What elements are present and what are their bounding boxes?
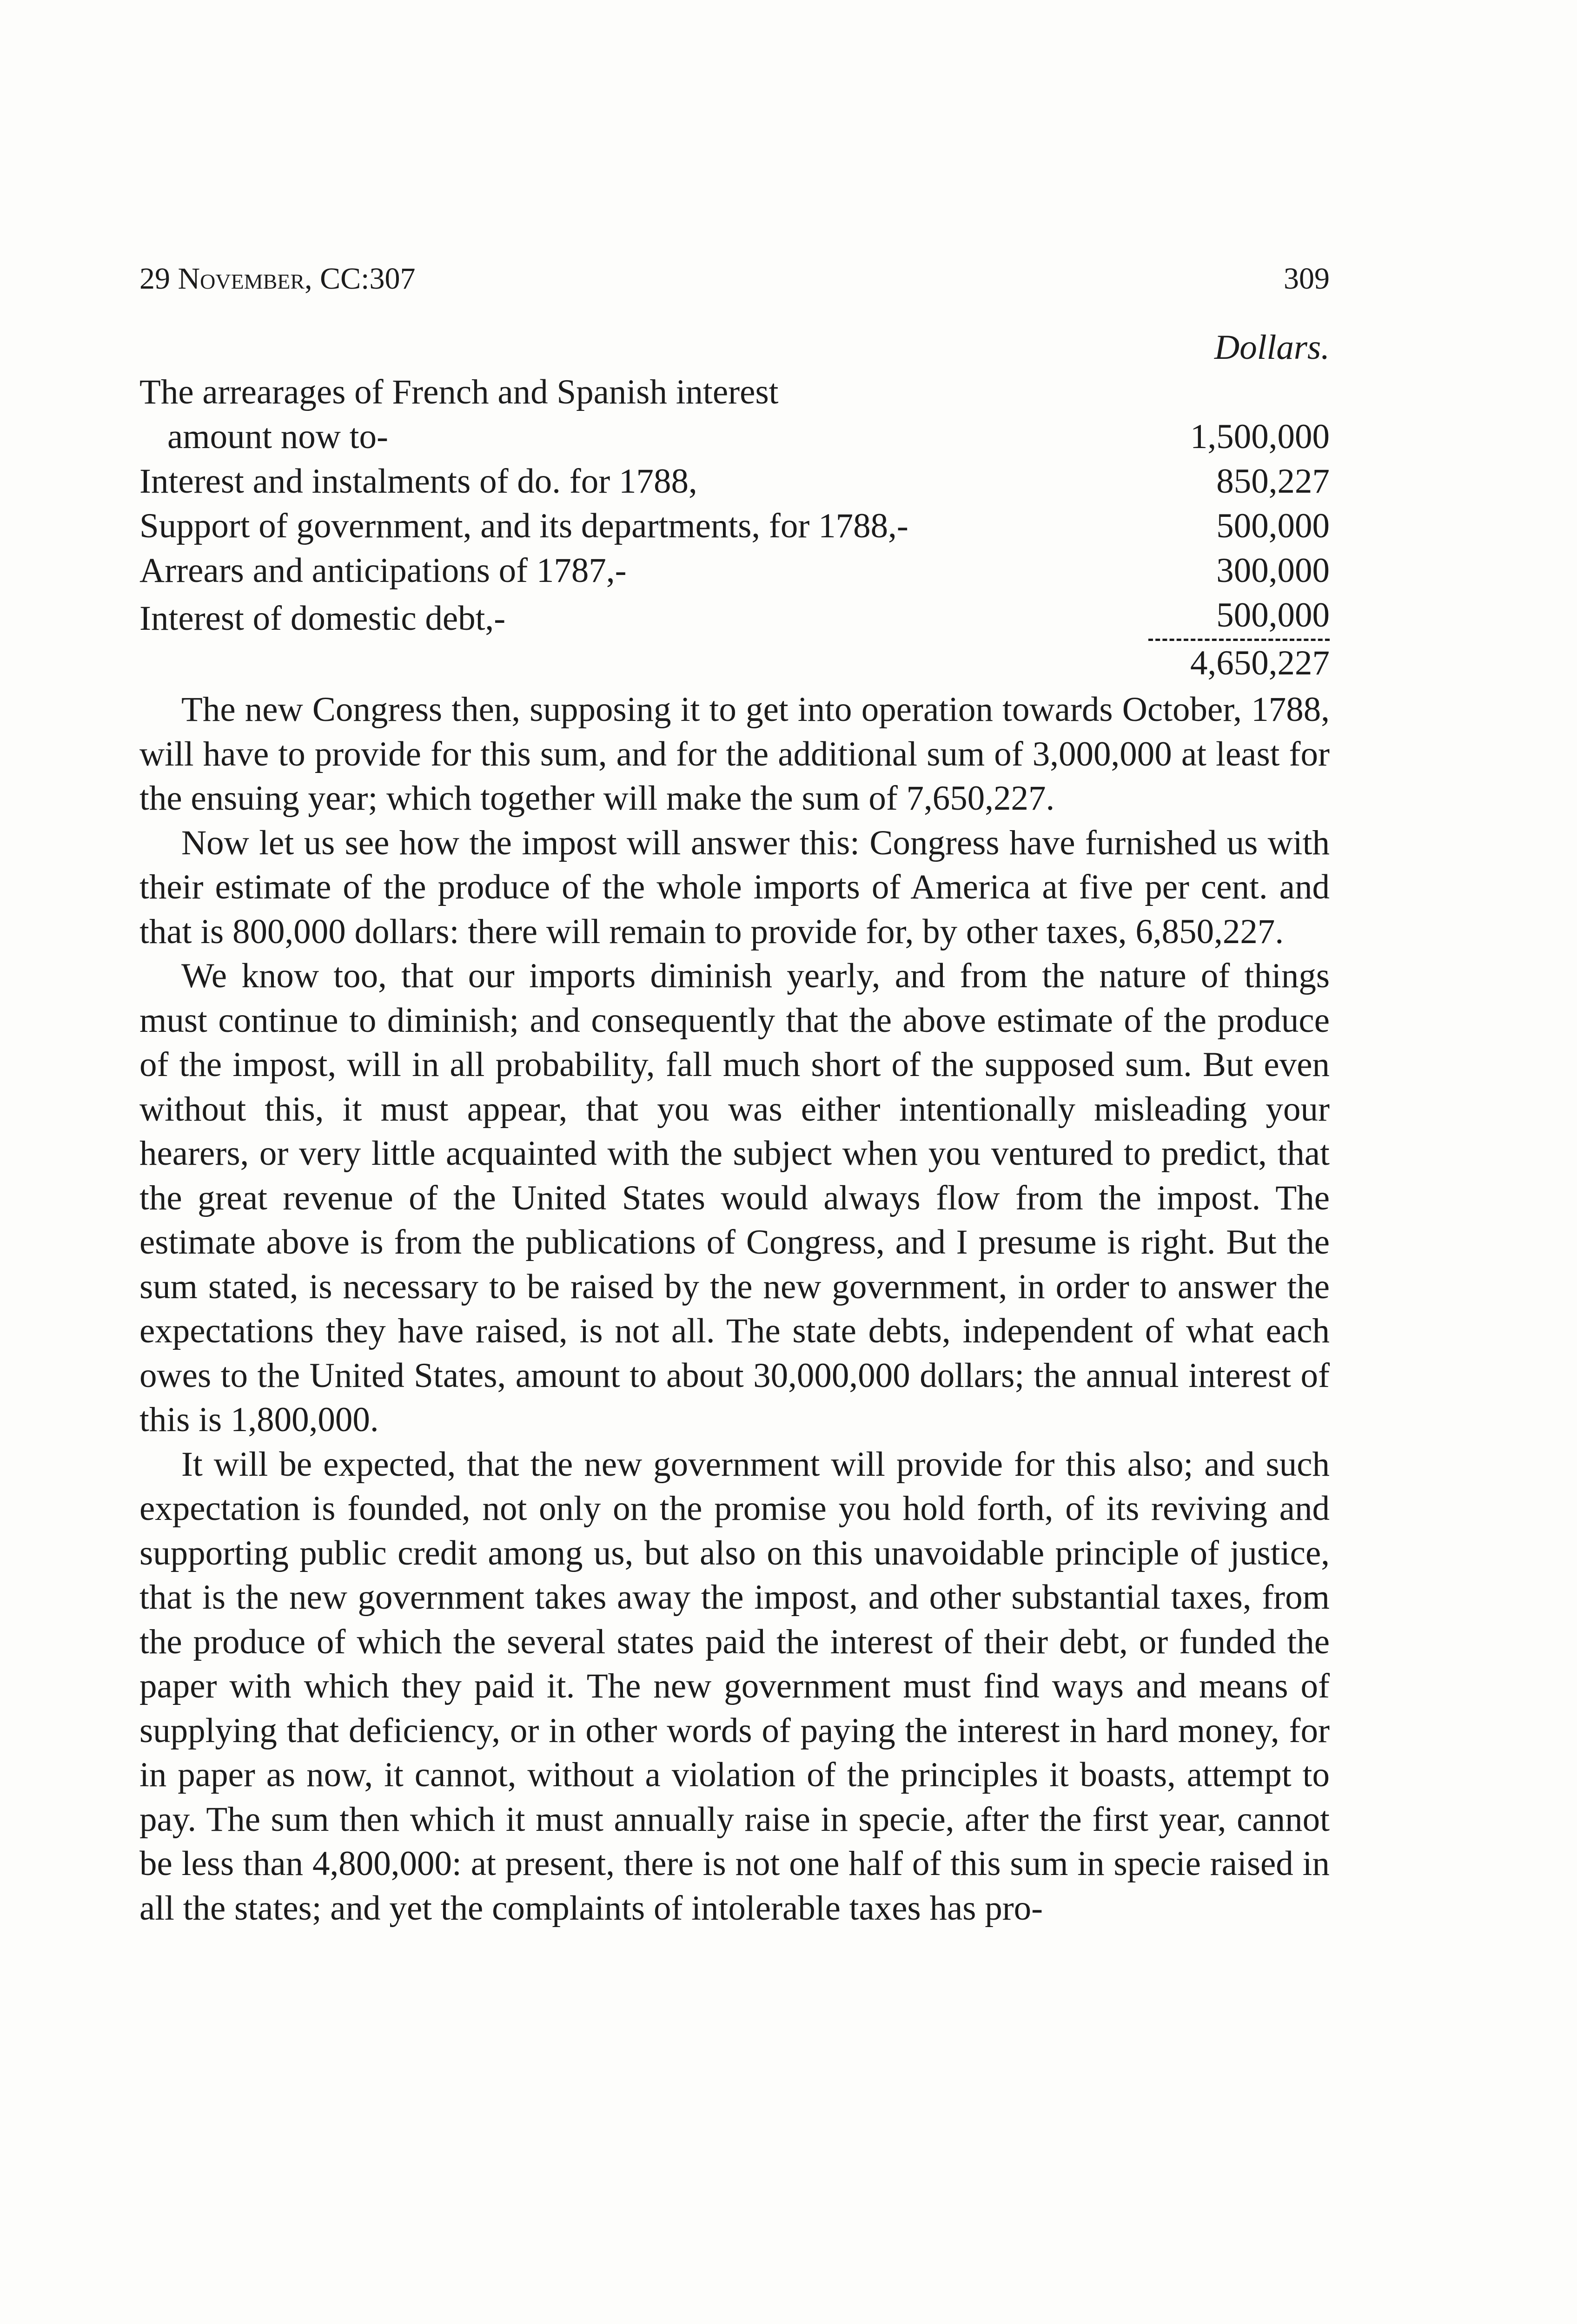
body-text (139, 687, 1330, 1930)
paragraph: The new Congress then, supposing it to get into operation towards October, 1788, will have to provide for this sum, and for the additional sum of 3,000,000 at least for the ensuing year; which together will make the sum of 7,650,227. (139, 690, 1330, 818)
ledger-row (139, 370, 1330, 415)
page-number: 309 (1284, 262, 1330, 296)
ledger-table (139, 325, 1330, 686)
ledger-row-label: amount now to- (167, 417, 388, 456)
ledger-row-label: Interest and instalments of do. for 1788, (139, 462, 697, 501)
ledger-row (139, 548, 1330, 593)
running-head-date: 29 November, CC:307 (139, 262, 416, 296)
running-head (139, 260, 1330, 297)
ledger-row (139, 459, 1330, 504)
ledger-row-amount: 1,500,000 (1190, 417, 1330, 456)
ledger-row-amount: 300,000 (1216, 551, 1330, 590)
ledger-row-label: Interest of domestic debt,- (139, 599, 506, 638)
ledger-row (139, 593, 1330, 641)
ledger-column-header: Dollars. (1214, 328, 1330, 367)
ledger-row-amount: 850,227 (1216, 462, 1330, 501)
ledger-total: 4,650,227 (1190, 644, 1330, 682)
document-page (139, 260, 1330, 1930)
ledger-row (139, 504, 1330, 548)
paragraph: Now let us see how the impost will answer this: Congress have furnished us with their estimate of the produce of the whole imports of America at five per cent. and that is 800,000 dollars: there will remain to provide for, by other taxes, 6,850,227. (139, 823, 1330, 951)
ledger-row-label: The arrearages of French and Spanish interest (139, 373, 779, 411)
ledger-row-label: Support of government, and its departments, for 1788,- (139, 507, 908, 545)
ledger-row (139, 415, 1330, 459)
ledger-row-amount: 500,000 (1216, 507, 1330, 545)
paragraph: We know too, that our imports diminish yearly, and from the nature of things must continue to diminish; and consequently that the above estimate of the produce of the impost, will in all probability, fall much short of the supposed sum. But even without this, it must appear, that you was either intentionally misleading your hearers, or very little acquainted with the subject when you ventured to predict, that the great revenue of the United States would always flow from the impost. The estimate above is from the publications of Congress, and I presume is right. But the sum stated, is necessary to be raised by the new government, in order to answer the expectations they have raised, is not all. The state debts, independent of what each owes to the United States, amount to about 30,000,000 dollars; the annual interest of this is 1,800,000. (139, 957, 1330, 1439)
ledger-row-amount: 500,000 (1148, 593, 1330, 641)
ledger-row-label: Arrears and anticipations of 1787,- (139, 551, 627, 590)
paragraph: It will be expected, that the new government will provide for this also; and such expectation is founded, not only on the promise you hold forth, of its reviving and supporting public credit among us, but also on this unavoidable principle of justice, that is the new government takes away the impost, and other substantial taxes, from the produce of which the several states paid the interest of their debt, or funded the paper with which they paid it. The new government must find ways and means of supplying that deficiency, or in other words of paying the interest in hard money, for in paper as now, it cannot, without a violation of the principles it boasts, attempt to pay. The sum then which it must annually raise in specie, after the first year, cannot be less than 4,800,000: at present, there is not one half of this sum in specie raised in all the states; and yet the complaints of intolerable taxes has pro- (139, 1445, 1330, 1928)
